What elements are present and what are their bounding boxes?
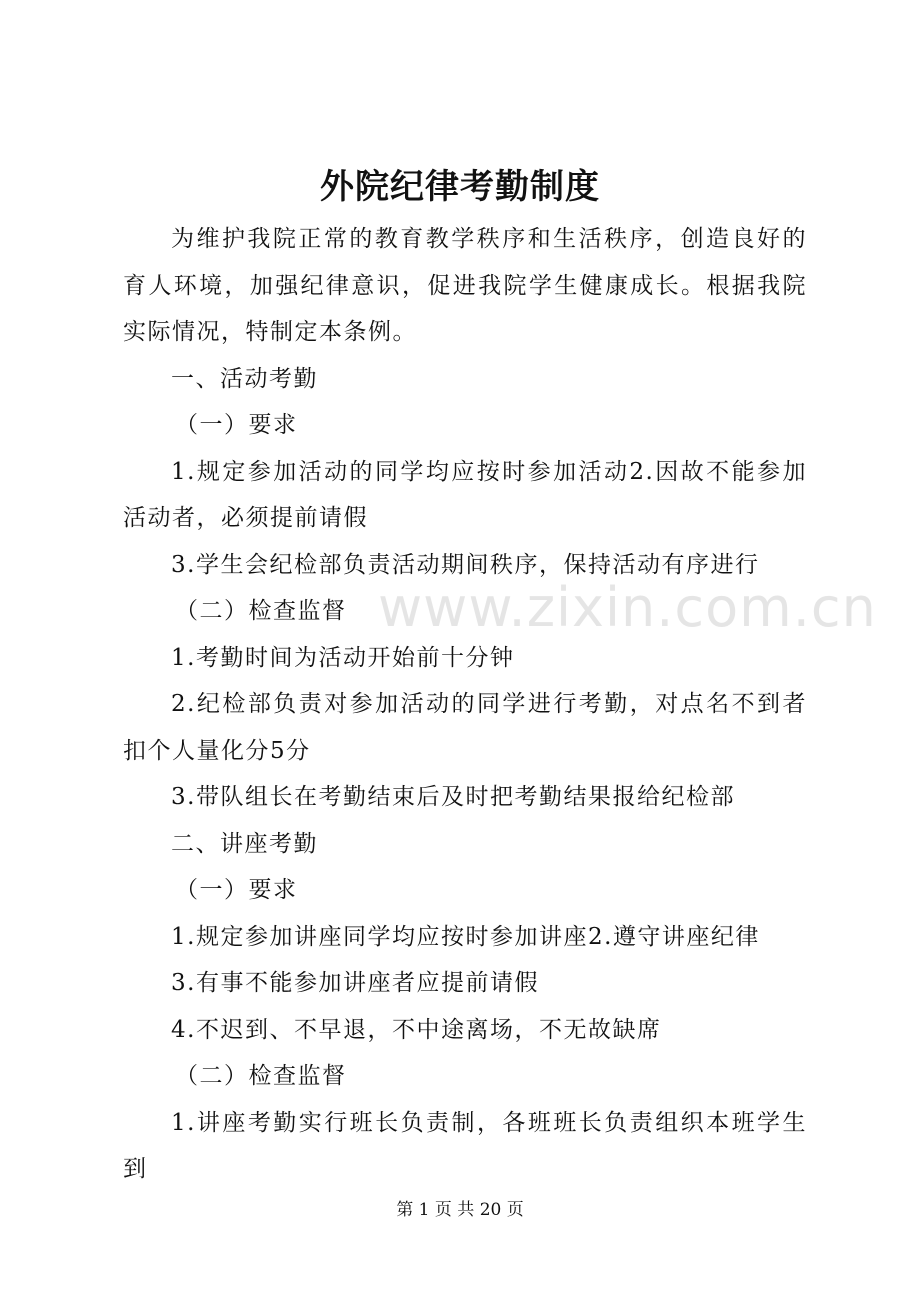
watermark: www.zixin.com.cn xyxy=(378,576,877,639)
paragraph: 二、讲座考勤 xyxy=(171,830,318,857)
paragraph: （一）要求 xyxy=(175,877,298,903)
paragraph: （二）检查监督 xyxy=(175,598,347,624)
paragraph: （二）检查监督 xyxy=(175,1063,347,1089)
paragraph: 1.考勤时间为活动开始前十分钟 xyxy=(171,644,515,671)
document-title: 外院纪律考勤制度 xyxy=(320,167,600,207)
page-footer: 第 1 页 共 20 页 xyxy=(396,1200,524,1220)
paragraph: 3.带队组长在考勤结束后及时把考勤结果报给纪检部 xyxy=(171,784,735,810)
paragraph: 1.讲座考勤实行班长负责制，各班班长负责组织本班学生到 xyxy=(123,1109,807,1182)
paragraph: 4.不迟到、不早退，不中途离场，不无故缺席 xyxy=(171,1016,662,1043)
paragraph: 为维护我院正常的教育教学秩序和生活秩序，创造良好的育人环境，加强纪律意识，促进我院学生健康成长。根据我院实际情况，特制定本条例。 xyxy=(123,226,807,345)
paragraph: 3.有事不能参加讲座者应提前请假 xyxy=(171,970,539,996)
paragraph: 1.规定参加活动的同学均应按时参加活动2.因故不能参加活动者，必须提前请假 xyxy=(123,458,807,531)
paragraph: 一、活动考勤 xyxy=(171,365,318,392)
paragraph: 3.学生会纪检部负责活动期间秩序，保持活动有序进行 xyxy=(171,551,760,578)
document-body xyxy=(123,216,807,1193)
paragraph: 2.纪检部负责对参加活动的同学进行考勤，对点名不到者扣个人量化分5分 xyxy=(123,691,807,764)
paragraph: （一）要求 xyxy=(175,412,298,438)
paragraph: 1.规定参加讲座同学均应按时参加讲座2.遵守讲座纪律 xyxy=(171,923,760,950)
